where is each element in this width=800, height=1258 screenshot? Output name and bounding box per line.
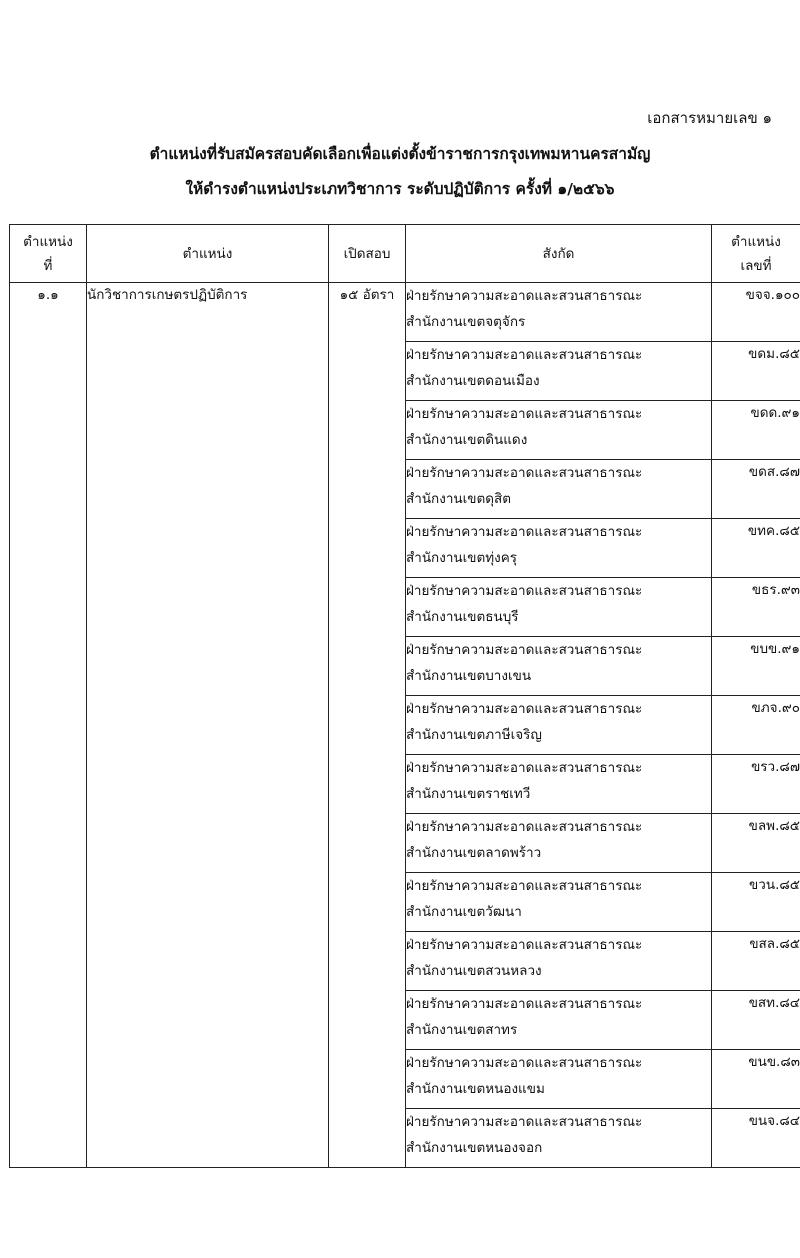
unit-division: ฝ่ายรักษาความสะอาดและสวนสาธารณะ [406, 406, 643, 422]
unit-division: ฝ่ายรักษาความสะอาดและสวนสาธารณะ [406, 583, 643, 599]
header-position-title: ตำแหน่ง [87, 225, 329, 283]
unit-district-office: สำนักงานเขตดุสิต [406, 491, 512, 507]
header-position-number: ตำแหน่ง เลขที่ [712, 225, 800, 283]
position-number: ขนจ.๘๔ [712, 1109, 800, 1168]
unit-cell [406, 873, 712, 932]
unit-district-office: สำนักงานเขตภาษีเจริญ [406, 727, 542, 743]
group-number: ๑.๑ [10, 283, 87, 1168]
unit-division: ฝ่ายรักษาความสะอาดและสวนสาธารณะ [406, 701, 643, 717]
unit-division: ฝ่ายรักษาความสะอาดและสวนสาธารณะ [406, 1114, 643, 1130]
unit-district-office: สำนักงานเขตทุ่งครุ [406, 550, 518, 566]
unit-district-office: สำนักงานเขตสาทร [406, 1022, 518, 1038]
unit-cell [406, 755, 712, 814]
position-number: ขจจ.๑๐๐ [712, 283, 800, 342]
unit-cell [406, 814, 712, 873]
table-header-row [10, 225, 800, 283]
unit-cell [406, 460, 712, 519]
unit-district-office: สำนักงานเขตหนองจอก [406, 1140, 543, 1156]
unit-division: ฝ่ายรักษาความสะอาดและสวนสาธารณะ [406, 819, 643, 835]
unit-cell [406, 1050, 712, 1109]
position-number: ขรว.๘๗ [712, 755, 800, 814]
unit-district-office: สำนักงานเขตธนบุรี [406, 609, 519, 625]
position-number: ขธร.๙๓ [712, 578, 800, 637]
header-open: เปิดสอบ [329, 225, 406, 283]
position-number: ขสท.๘๔ [712, 991, 800, 1050]
unit-division: ฝ่ายรักษาความสะอาดและสวนสาธารณะ [406, 1055, 643, 1071]
unit-division: ฝ่ายรักษาความสะอาดและสวนสาธารณะ [406, 524, 643, 540]
unit-cell [406, 342, 712, 401]
position-number: ขดส.๘๗ [712, 460, 800, 519]
unit-cell [406, 401, 712, 460]
unit-cell [406, 283, 712, 342]
unit-district-office: สำนักงานเขตสวนหลวง [406, 963, 542, 979]
unit-cell [406, 519, 712, 578]
unit-division: ฝ่ายรักษาความสะอาดและสวนสาธารณะ [406, 937, 643, 953]
unit-division: ฝ่ายรักษาความสะอาดและสวนสาธารณะ [406, 996, 643, 1012]
unit-division: ฝ่ายรักษาความสะอาดและสวนสาธารณะ [406, 878, 643, 894]
document-number: เอกสารหมายเลข ๑ [647, 109, 772, 127]
header-position-no: ตำแหน่ง ที่ [10, 225, 87, 283]
unit-cell [406, 637, 712, 696]
unit-district-office: สำนักงานเขตดอนเมือง [406, 373, 540, 389]
unit-cell [406, 1109, 712, 1168]
position-number: ขนข.๘๓ [712, 1050, 800, 1109]
unit-cell [406, 932, 712, 991]
unit-district-office: สำนักงานเขตจตุจักร [406, 314, 526, 330]
unit-district-office: สำนักงานเขตดินแดง [406, 432, 528, 448]
position-number: ขวน.๘๕ [712, 873, 800, 932]
group-open-count: ๑๕ อัตรา [329, 283, 406, 1168]
unit-division: ฝ่ายรักษาความสะอาดและสวนสาธารณะ [406, 288, 643, 304]
position-number: ขดด.๙๑ [712, 401, 800, 460]
unit-division: ฝ่ายรักษาความสะอาดและสวนสาธารณะ [406, 642, 643, 658]
unit-division: ฝ่ายรักษาความสะอาดและสวนสาธารณะ [406, 465, 643, 481]
position-number: ขภจ.๙๐ [712, 696, 800, 755]
position-number: ขดม.๘๕ [712, 342, 800, 401]
unit-district-office: สำนักงานเขตบางเขน [406, 668, 532, 684]
header-unit: สังกัด [406, 225, 712, 283]
unit-district-office: สำนักงานเขตหนองแขม [406, 1081, 545, 1097]
positions-table [9, 224, 800, 1168]
unit-cell [406, 991, 712, 1050]
document-title-line-2: ให้ดำรงตำแหน่งประเภทวิชาการ ระดับปฏิบัติการ ครั้งที่ ๑/๒๕๖๖ [185, 180, 615, 198]
unit-district-office: สำนักงานเขตวัฒนา [406, 904, 522, 920]
position-number: ขบข.๙๑ [712, 637, 800, 696]
unit-district-office: สำนักงานเขตราชเทวี [406, 786, 531, 802]
document-title-line-1: ตำแหน่งที่รับสมัครสอบคัดเลือกเพื่อแต่งตั้งข้าราชการกรุงเทพมหานครสามัญ [149, 145, 651, 163]
position-number: ขทค.๘๕ [712, 519, 800, 578]
group-position-title: นักวิชาการเกษตรปฏิบัติการ [87, 283, 329, 1168]
position-number: ขสล.๘๕ [712, 932, 800, 991]
unit-division: ฝ่ายรักษาความสะอาดและสวนสาธารณะ [406, 347, 643, 363]
position-number: ขลพ.๘๕ [712, 814, 800, 873]
unit-cell [406, 578, 712, 637]
unit-division: ฝ่ายรักษาความสะอาดและสวนสาธารณะ [406, 760, 643, 776]
unit-district-office: สำนักงานเขตลาดพร้าว [406, 845, 542, 861]
table-row [10, 283, 800, 342]
unit-cell [406, 696, 712, 755]
